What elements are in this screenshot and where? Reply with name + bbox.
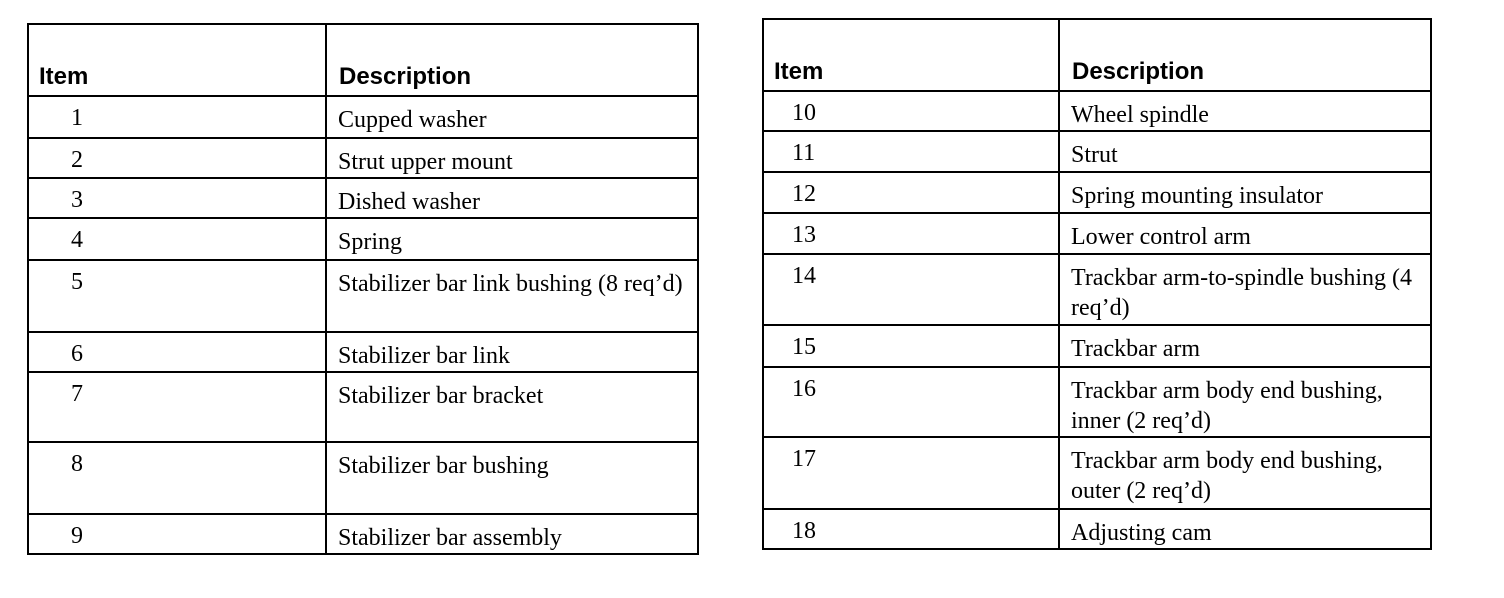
- table-row: [28, 442, 698, 514]
- table-row: [28, 514, 698, 554]
- item-description: Spring: [326, 218, 698, 260]
- table-row: [28, 372, 698, 442]
- item-description: Stabilizer bar link bushing (8 req’d): [326, 260, 698, 332]
- item-description: Dished washer: [326, 178, 698, 218]
- item-number: 17: [763, 437, 1059, 509]
- table-row: [763, 509, 1431, 549]
- table-row: [763, 325, 1431, 367]
- item-number: 3: [28, 178, 326, 218]
- table-row: [28, 218, 698, 260]
- item-number: 1: [28, 96, 326, 138]
- item-description: Cupped washer: [326, 96, 698, 138]
- column-header-item: Item: [763, 19, 1059, 91]
- parts-table-left: [27, 23, 699, 555]
- table-row: [763, 213, 1431, 254]
- item-description: Trackbar arm body end bushing, inner (2 req’d): [1059, 367, 1431, 437]
- item-description: Spring mounting insulator: [1059, 172, 1431, 213]
- table-row: [763, 131, 1431, 172]
- item-description: Stabilizer bar bushing: [326, 442, 698, 514]
- table-row: [28, 332, 698, 372]
- parts-table-right: [762, 18, 1432, 550]
- column-header-item: Item: [28, 24, 326, 96]
- table-row: [763, 91, 1431, 131]
- item-description: Stabilizer bar assembly: [326, 514, 698, 554]
- item-description: Trackbar arm body end bushing, outer (2 req’d): [1059, 437, 1431, 509]
- table-row: [763, 367, 1431, 437]
- item-number: 9: [28, 514, 326, 554]
- item-number: 14: [763, 254, 1059, 325]
- item-description: Strut upper mount: [326, 138, 698, 178]
- table-row: [763, 254, 1431, 325]
- item-description: Strut: [1059, 131, 1431, 172]
- item-description: Stabilizer bar link: [326, 332, 698, 372]
- table-row: [28, 260, 698, 332]
- item-description: Stabilizer bar bracket: [326, 372, 698, 442]
- item-number: 18: [763, 509, 1059, 549]
- item-description: Adjusting cam: [1059, 509, 1431, 549]
- table-row: [763, 172, 1431, 213]
- item-description: Trackbar arm: [1059, 325, 1431, 367]
- item-number: 15: [763, 325, 1059, 367]
- item-number: 8: [28, 442, 326, 514]
- item-description: Lower control arm: [1059, 213, 1431, 254]
- item-number: 5: [28, 260, 326, 332]
- item-number: 4: [28, 218, 326, 260]
- table-row: [28, 138, 698, 178]
- item-number: 16: [763, 367, 1059, 437]
- item-description: Trackbar arm-to-spindle bushing (4 req’d): [1059, 254, 1431, 325]
- table-header-row: [28, 24, 698, 96]
- column-header-description: Description: [1059, 19, 1431, 91]
- item-number: 12: [763, 172, 1059, 213]
- item-number: 2: [28, 138, 326, 178]
- item-number: 13: [763, 213, 1059, 254]
- table-row: [28, 96, 698, 138]
- item-description: Wheel spindle: [1059, 91, 1431, 131]
- column-header-description: Description: [326, 24, 698, 96]
- item-number: 6: [28, 332, 326, 372]
- item-number: 11: [763, 131, 1059, 172]
- table-header-row: [763, 19, 1431, 91]
- item-number: 10: [763, 91, 1059, 131]
- item-number: 7: [28, 372, 326, 442]
- table-row: [28, 178, 698, 218]
- table-row: [763, 437, 1431, 509]
